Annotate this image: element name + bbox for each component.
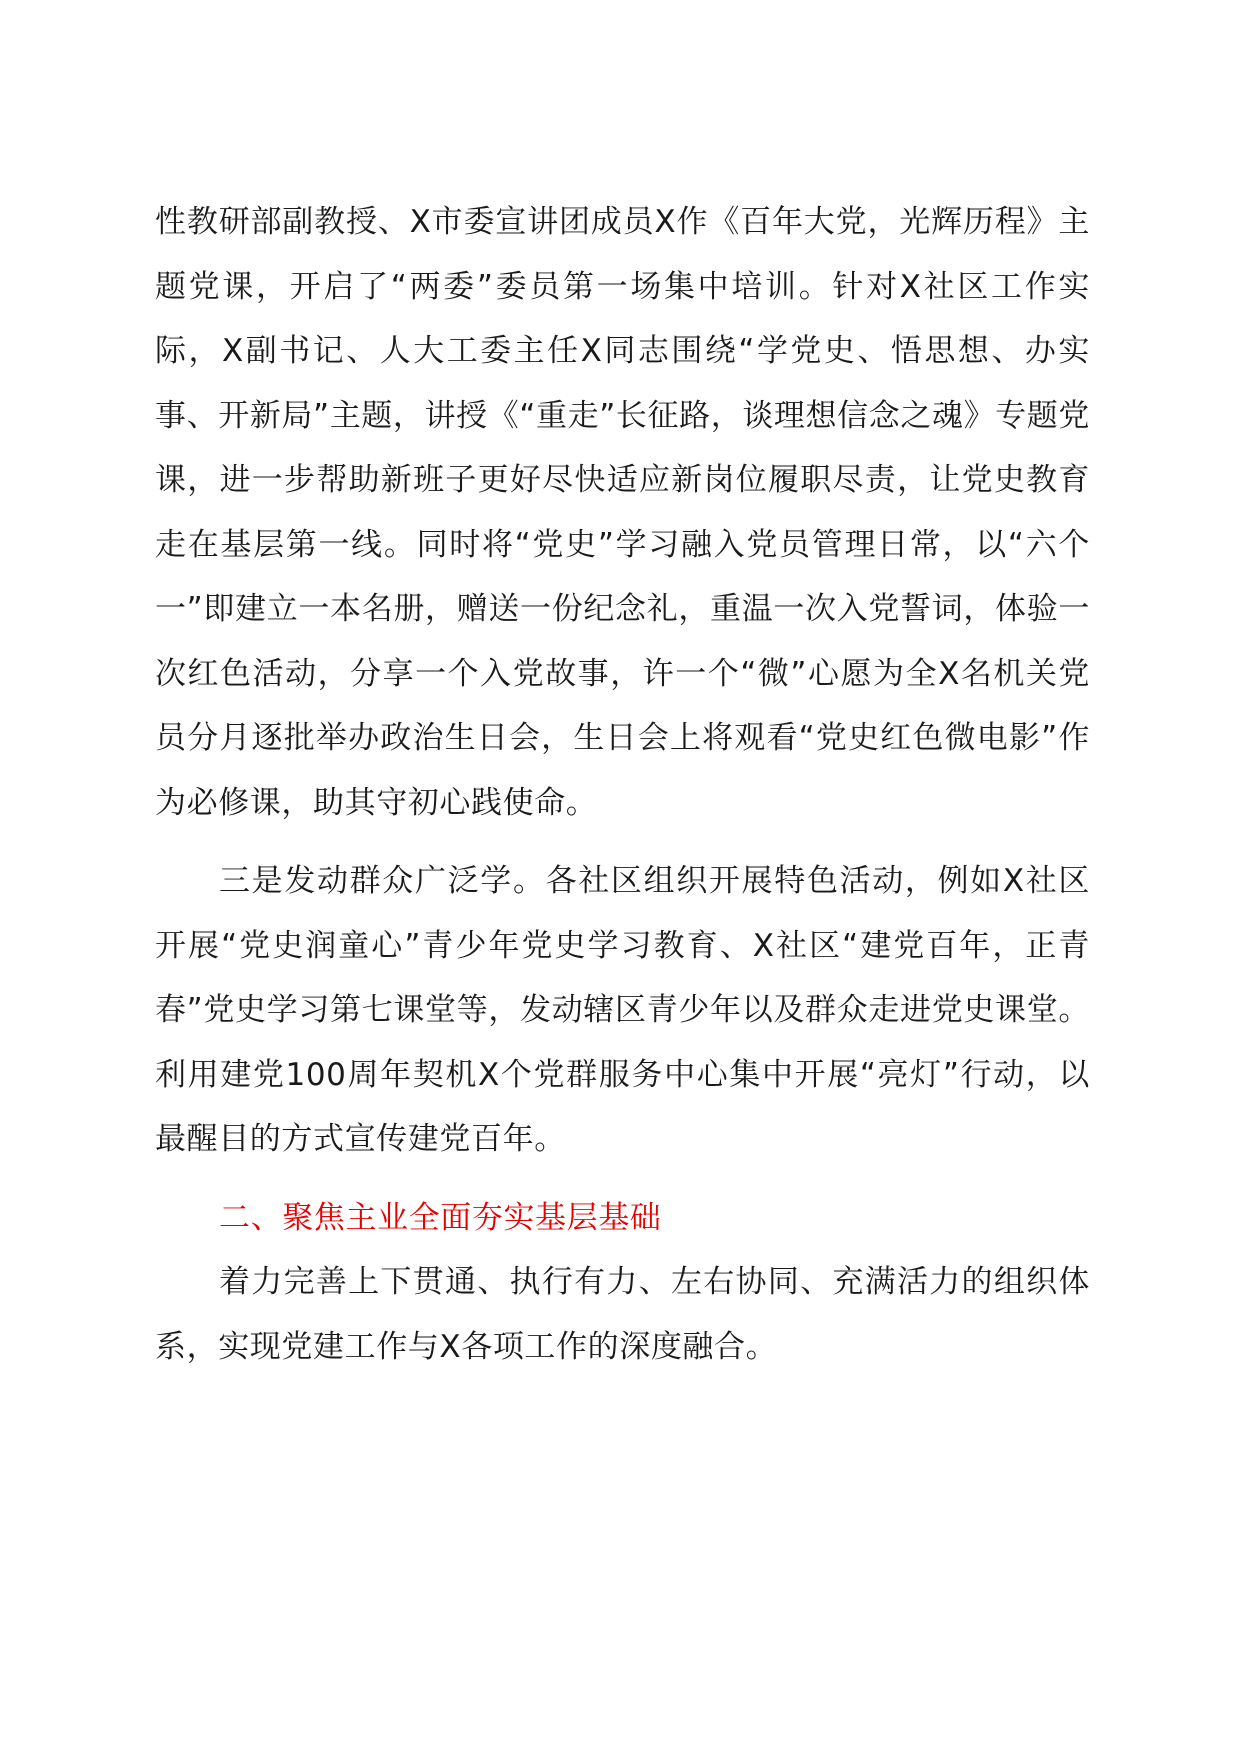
section-heading: 二、聚焦主业全面夯实基层基础: [219, 1199, 662, 1236]
body-paragraph-mass-learning: 三是发动群众广泛学。各社区组织开展特色活动，例如X社区开展“党史润童心”青少年党史学习教育、X社区“建党百年，正青春”党史学习第七课堂等，发动辖区青少年以及群众走进党史课堂。利用建党100周年契机X个党群服务中心集中开展“亮灯”行动，以最醒目的方式宣传建党百年。: [155, 863, 1090, 1157]
body-paragraph-continued: 性教研部副教授、X市委宣讲团成员X作《百年大党，光辉历程》主题党课，开启了“两委”委员第一场集中培训。针对X社区工作实际，X副书记、人大工委主任X同志围绕“学党史、悟思想、办实事、开新局”主题，讲授《“重走”长征路，谈理想信念之魂》专题党课，进一步帮助新班子更好尽快适应新岗位履职尽责，让党史教育走在基层第一线。同时将“党史”学习融入党员管理日常，以“六个一”即建立一本名册，赠送一份纪念礼，重温一次入党誓词，体验一次红色活动，分享一个入党故事，许一个“微”心愿为全X名机关党员分月逐批举办政治生日会，生日会上将观看“党史红色微电影”作为必修课，助其守初心践使命。: [155, 204, 1090, 821]
document-page: [155, 190, 1090, 1379]
body-paragraph-organization-system: 着力完善上下贯通、执行有力、左右协同、充满活力的组织体系，实现党建工作与X各项工作的深度融合。: [155, 1264, 1090, 1365]
